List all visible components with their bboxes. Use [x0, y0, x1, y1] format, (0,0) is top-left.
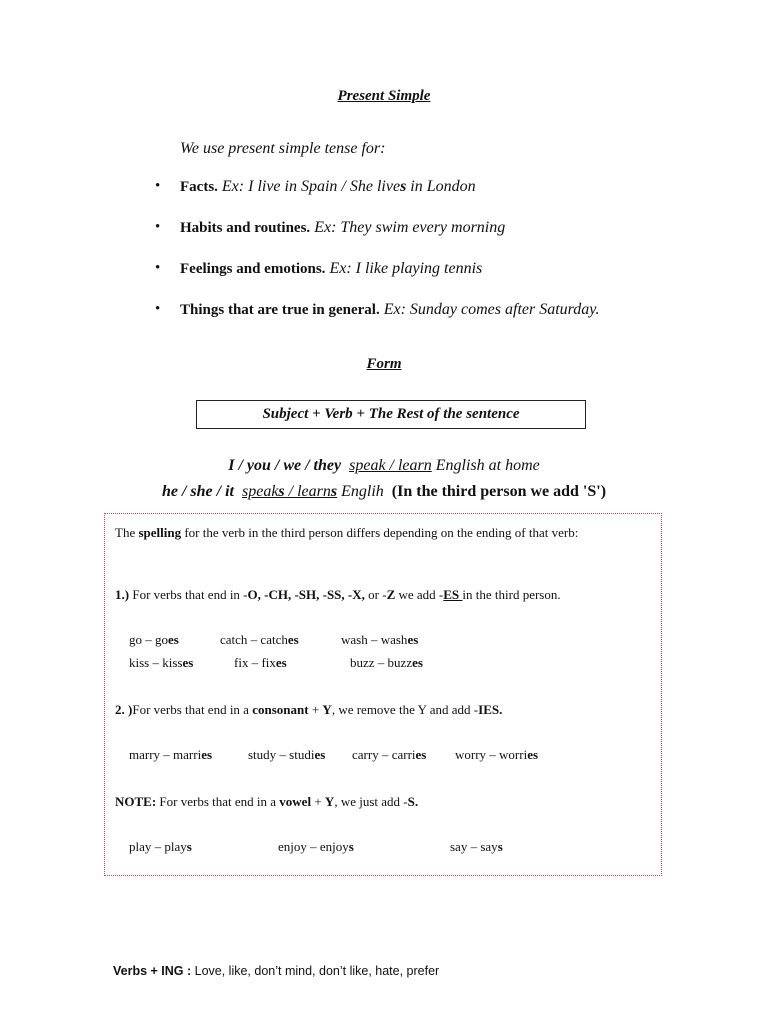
verb-pair: say – says: [450, 839, 503, 854]
bullet-icon: •: [155, 260, 161, 276]
third-person-note: (In the third person we add 'S'): [391, 483, 607, 500]
verb-pair: enjoy – enjoys: [278, 839, 354, 854]
spelling-intro: The spelling for the verb in the third person differs depending on the ending of that verb:: [115, 525, 579, 540]
verb-pair: go – goes: [129, 632, 179, 647]
footer-label: Verbs + ING :: [113, 964, 192, 978]
usage-label: Things that are true in general.: [180, 302, 380, 318]
verb-pair: play – plays: [129, 839, 192, 854]
form-heading: Form: [366, 356, 402, 372]
usage-example: Ex: I live in Spain / She lives in London: [217, 178, 476, 195]
verb-pair: wash – washes: [341, 632, 419, 647]
verb-pair: marry – marries: [129, 747, 213, 762]
example-rest: English at home: [431, 457, 540, 474]
example-verb: speak / learn: [349, 457, 432, 474]
verb-pair: fix – fixes: [234, 655, 287, 670]
usage-label: Facts.: [180, 179, 218, 195]
verb-pair: carry – carries: [352, 747, 427, 762]
usage-example: Ex: They swim every morning: [310, 219, 506, 236]
formula-box: Subject + Verb + The Rest of the sentence: [196, 400, 586, 429]
verb-pair: buzz – buzzes: [350, 655, 423, 670]
verbs-ing-footer: [113, 964, 439, 978]
rule-1: 1.) For verbs that end in -O, -CH, -SH, -SS, -X, or -Z we add -ES in the third person.: [115, 587, 561, 602]
footer-text: Love, like, don’t mind, don’t like, hate, prefer: [191, 964, 440, 978]
verb-pair: study – studies: [248, 747, 326, 762]
intro-text: We use present simple tense for:: [180, 140, 386, 157]
example-verb: speaks / learns: [241, 483, 338, 500]
page-title: Present Simple: [337, 88, 431, 104]
bullet-icon: •: [155, 178, 161, 194]
verb-pair: kiss – kisses: [129, 655, 194, 670]
example-subject: he / she / it: [161, 483, 234, 500]
usage-label: Feelings and emotions.: [180, 261, 326, 277]
bullet-icon: •: [155, 219, 161, 235]
bullet-icon: •: [155, 301, 161, 317]
usage-example: Ex: I like playing tennis: [325, 260, 483, 277]
note: NOTE: For verbs that end in a vowel + Y, we just add -S.: [115, 794, 419, 809]
example-subject: I / you / we / they: [228, 457, 342, 474]
example-rest: Englih: [337, 483, 384, 500]
usage-example: Ex: Sunday comes after Saturday.: [379, 301, 600, 318]
rule-2: 2. )For verbs that end in a consonant + Y, we remove the Y and add -IES.: [115, 702, 503, 717]
verb-pair: catch – catches: [220, 632, 299, 647]
verb-pair: worry – worries: [455, 747, 539, 762]
usage-label: Habits and routines.: [180, 220, 311, 236]
spelling-rules-box: [104, 513, 662, 876]
example-plural: [0, 457, 768, 475]
example-third-person: [0, 483, 768, 501]
